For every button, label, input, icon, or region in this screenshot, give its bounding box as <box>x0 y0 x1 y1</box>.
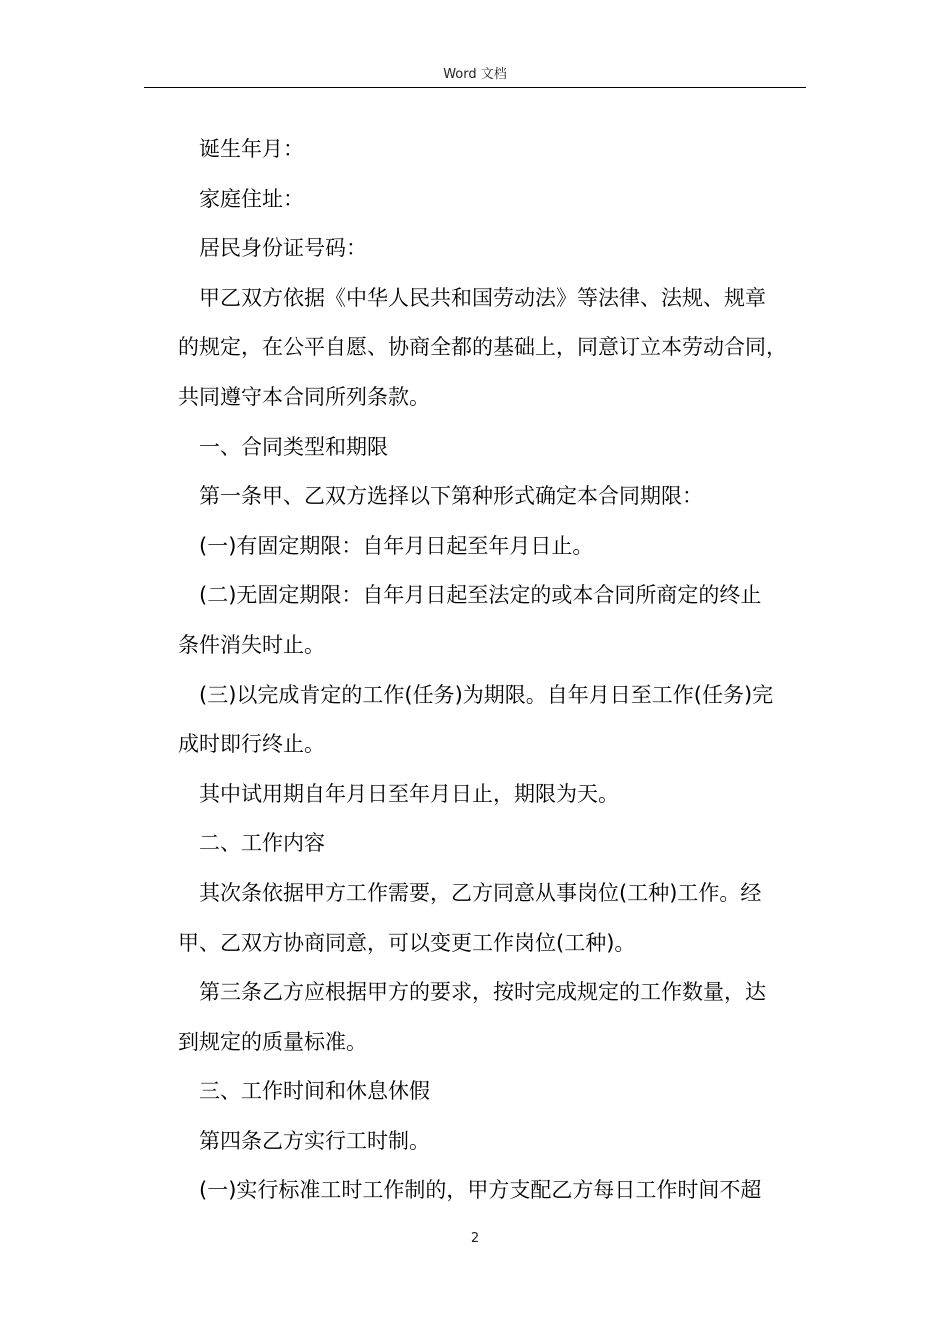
text-line: (一)有固定期限：自年月日起至年月日止。 <box>199 533 594 558</box>
header-title: Word 文档 <box>443 67 507 82</box>
document-body <box>178 125 802 1216</box>
text-line: 第四条乙方实行工时制。 <box>199 1128 430 1153</box>
text-line: 甲、乙双方协商同意，可以变更工作岗位(工种)。 <box>178 930 636 955</box>
text-line-home-address: 家庭住址： <box>199 186 304 211</box>
section-heading: 二、工作内容 <box>199 831 325 856</box>
text-line: 共同遵守本合同所列条款。 <box>178 384 430 409</box>
section-heading: 三、工作时间和休息休假 <box>199 1079 430 1104</box>
text-line: (三)以完成肯定的工作(任务)为期限。自年月日至工作(任务)完 <box>199 682 774 707</box>
text-line: 的规定，在公平自愿、协商全都的基础上，同意订立本劳动合同， <box>178 335 787 360</box>
text-line: 其次条依据甲方工作需要，乙方同意从事岗位(工种)工作。经 <box>199 880 762 905</box>
text-line: 甲乙双方依据《中华人民共和国劳动法》等法律、法规、规章 <box>199 285 766 310</box>
text-line: 第三条乙方应根据甲方的要求，按时完成规定的工作数量，达 <box>199 980 766 1005</box>
text-line: 成时即行终止。 <box>178 732 325 757</box>
text-line: 条件消失时止。 <box>178 632 325 657</box>
text-line: 第一条甲、乙双方选择以下第种形式确定本合同期限： <box>199 484 703 509</box>
text-line: (一)实行标准工时工作制的，甲方支配乙方每日工作时间不超 <box>199 1178 762 1203</box>
text-line: 其中试用期自年月日至年月日止，期限为天。 <box>199 781 619 806</box>
text-line-birth-date: 诞生年月： <box>199 137 304 161</box>
text-line-id-number: 居民身份证号码： <box>199 236 367 261</box>
header-divider <box>144 87 806 88</box>
text-line: (二)无固定期限：自年月日起至法定的或本合同所商定的终止 <box>199 583 762 608</box>
text-line: 到规定的质量标准。 <box>178 1029 367 1054</box>
page-number: 2 <box>470 1231 480 1246</box>
section-heading: 一、合同类型和期限 <box>199 434 388 459</box>
